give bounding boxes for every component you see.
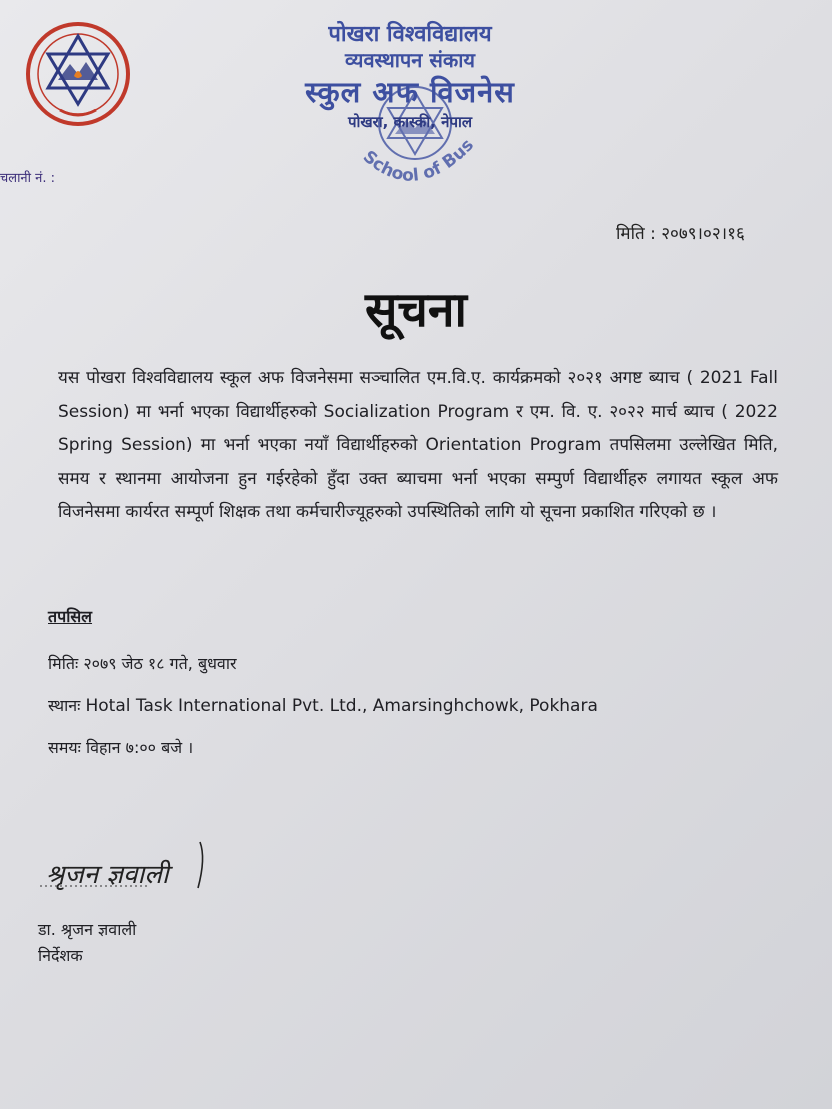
signatory-title: निर्देशक xyxy=(38,946,83,965)
event-venue-value: Hotal Task International Pvt. Ltd., Amarsinghchowk, Pokhara xyxy=(85,696,598,716)
event-time-value: विहान ७:०० बजे । xyxy=(86,738,194,757)
event-time xyxy=(48,736,193,758)
seal-arc-text: School of Bus xyxy=(358,135,478,186)
pokhara-university-logo xyxy=(22,18,134,130)
event-date xyxy=(48,652,237,674)
details-heading: तपसिल xyxy=(48,607,93,626)
reference-number-label: चलानी नं. : xyxy=(0,171,56,186)
notice-title: सूचना xyxy=(364,282,467,338)
university-name: पोखरा विश्वविद्यालय xyxy=(328,22,492,47)
event-date-label: मितिः xyxy=(48,654,79,673)
school-address: पोखरा, कास्की, नेपाल xyxy=(347,113,473,131)
signature-text: श्रृजन ज्ञवाली xyxy=(46,860,169,890)
event-date-value: २०७९ जेठ १८ गते, बुधवार xyxy=(83,654,237,673)
signatory-name: डा. श्रृजन ज्ञवाली xyxy=(38,920,137,939)
school-name: स्कुल अफ विजनेस xyxy=(305,75,515,109)
notice-date: मिति : २०७९।०२।१६ xyxy=(616,224,745,244)
signature xyxy=(38,838,218,898)
event-venue xyxy=(48,694,598,716)
event-venue-label: स्थानः xyxy=(48,696,81,715)
notice-body: यस पोखरा विश्वविद्यालय स्कूल अफ विजनेसमा सञ्चालित एम.वि.ए. कार्यक्रमको २०२१ अगष्ट ब्याच ( 2021 Fall Session) मा भर्ना भएका विद्यार्थीहरुको Socialization Program र एम. वि. ए. २०२२ मार्च ब्याच ( 2022 Spring Session) मा भर्ना भएका नयाँ विद्यार्थीहरुको Orientation Program तपसिलमा उल्लेखित मिति, समय र स्थानमा आयोजना हुन गईरहेको हुँदा उक्त ब्याचमा भर्ना भएका सम्पुर्ण विद्यार्थीहरु लगायत स्कूल अफ विजनेसमा कार्यरत सम्पूर्ण शिक्षक तथा कर्मचारीज्यूहरुको उपस्थितिको लागि यो सूचना प्रकाशित गरिएको छ । xyxy=(58,368,778,522)
event-time-label: समयः xyxy=(48,738,81,757)
faculty-name: व्यवस्थापन संकाय xyxy=(345,48,475,72)
